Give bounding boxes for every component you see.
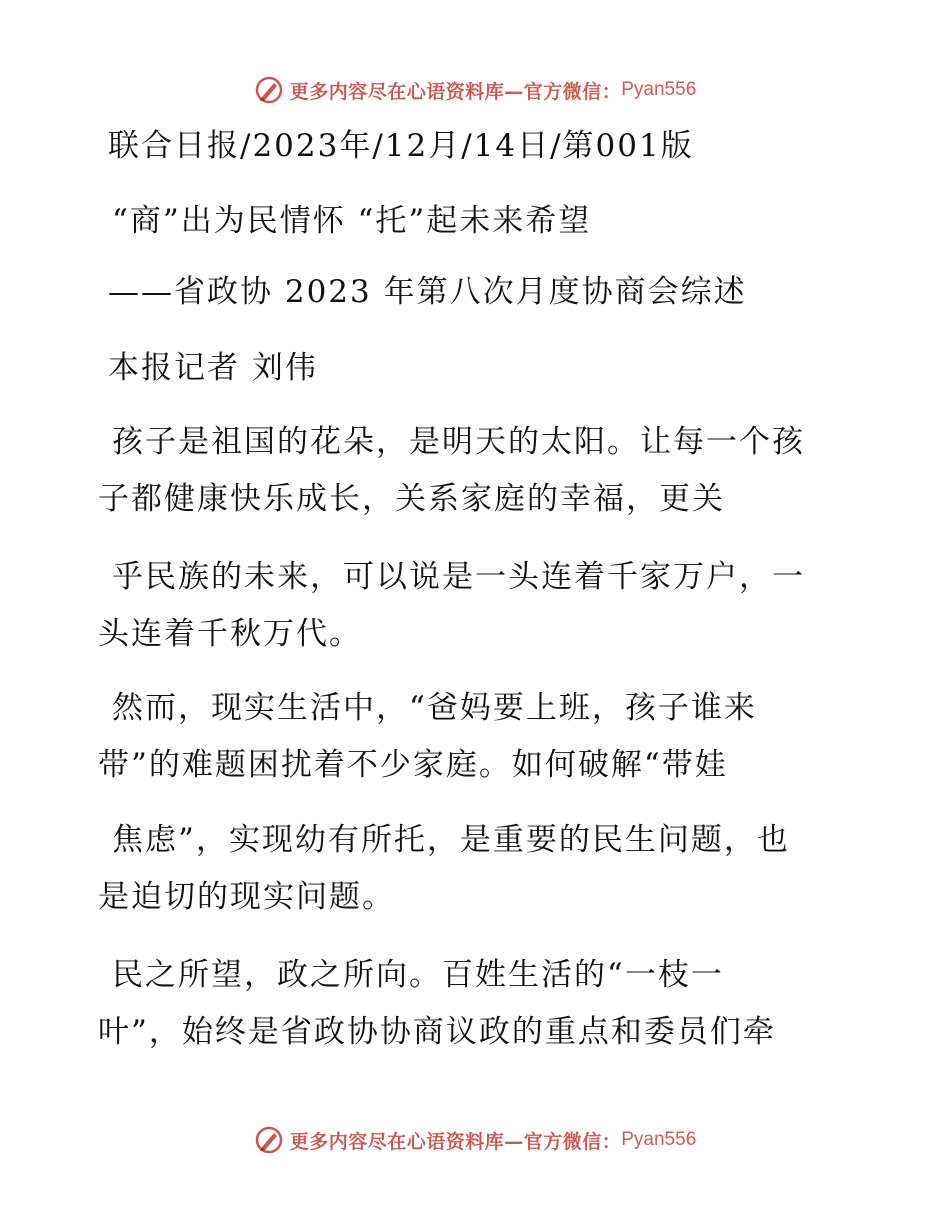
paragraph-line: 焦虑”，实现幼有所托，是重要的民生问题，也: [112, 822, 790, 858]
article-title: “商”出为民情怀 “托”起未来希望: [112, 203, 592, 239]
watermark-header: [0, 70, 950, 110]
paragraph-line: 然而，现实生活中，“爸妈要上班，孩子谁来: [112, 690, 757, 726]
paragraph-line: 子都健康快乐成长，关系家庭的幸福，更关: [98, 481, 725, 517]
paragraph-line: 带”的难题困扰着不少家庭。如何破解“带娃: [98, 747, 728, 783]
watermark-footer: [0, 1120, 950, 1160]
newspaper-source: 联合日报/2023年/12月/14日/第001版: [108, 128, 694, 164]
paragraph-line: 孩子是祖国的花朵，是明天的太阳。让每一个孩: [112, 424, 805, 460]
paragraph-line: 乎民族的未来，可以说是一头连着千家万户，一: [112, 559, 805, 595]
watermark-text: 更多内容尽在心语资料库—官方微信：: [289, 80, 622, 103]
watermark-account: Pyan556: [621, 79, 697, 100]
paragraph-line: 叶”，始终是省政协协商议政的重点和委员们牵: [98, 1014, 776, 1050]
paragraph-line: 民之所望，政之所向。百姓生活的“一枝一: [112, 957, 724, 993]
pen-logo-icon: [254, 75, 284, 105]
pen-logo-icon: [254, 1125, 284, 1155]
paragraph-line: 是迫切的现实问题。: [98, 879, 395, 915]
watermark-text: 更多内容尽在心语资料库—官方微信：: [289, 1130, 622, 1153]
article-byline: 本报记者 刘伟: [108, 350, 318, 386]
watermark-account: Pyan556: [621, 1129, 697, 1150]
paragraph-line: 头连着千秋万代。: [98, 616, 362, 652]
article-subtitle: ——省政协 2023 年第八次月度协商会综述: [108, 274, 747, 310]
